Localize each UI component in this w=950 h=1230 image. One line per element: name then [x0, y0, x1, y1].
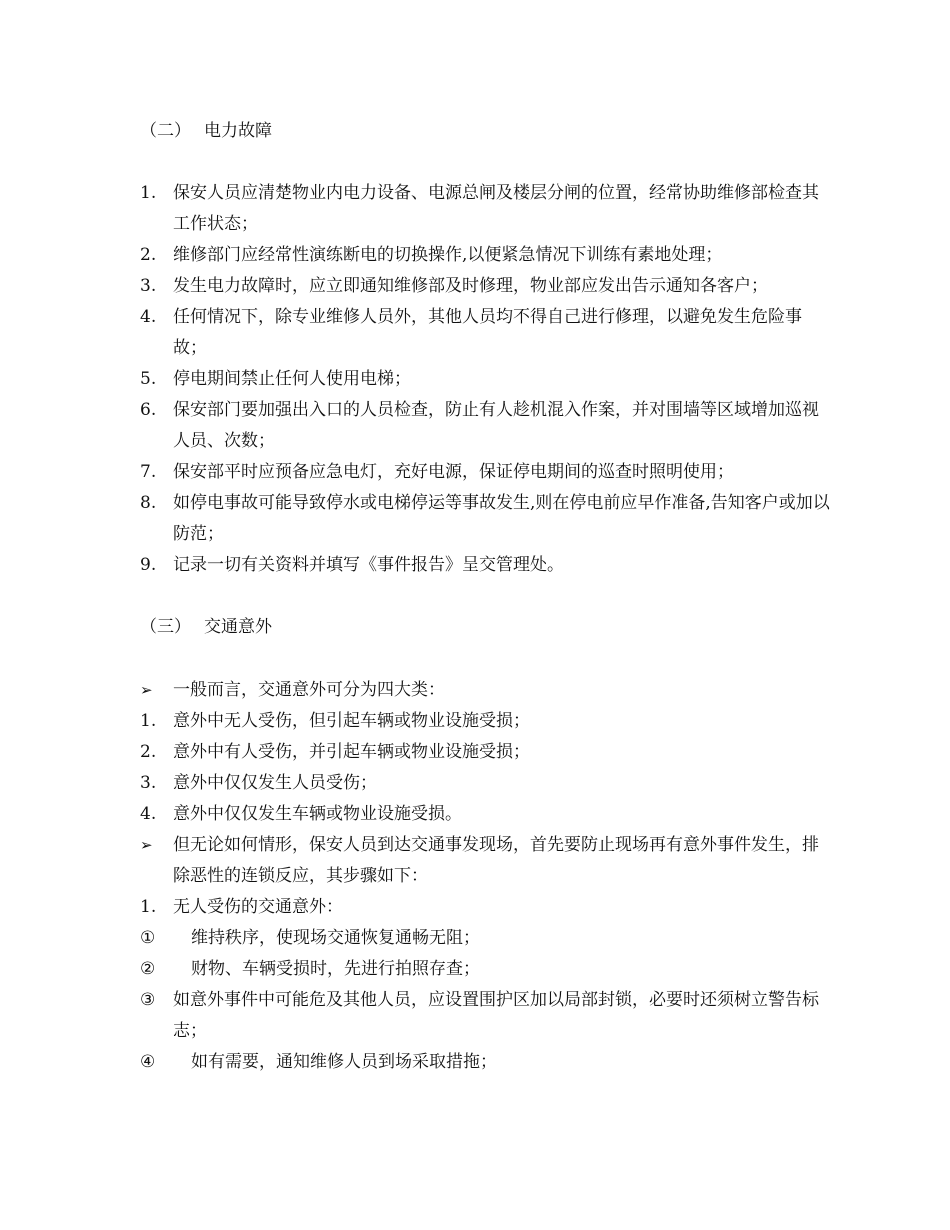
item-marker: 1. — [140, 897, 157, 917]
section-title: 交通意外 — [204, 617, 272, 637]
list-item — [140, 675, 830, 706]
arrow-bullet-icon: ➢ — [140, 836, 153, 854]
item-marker: 3. — [140, 276, 157, 296]
list-item — [140, 488, 830, 550]
item-marker: 3. — [140, 773, 157, 793]
item-marker: 2. — [140, 245, 157, 265]
item-text: 保安人员应清楚物业内电力设备、电源总闸及楼层分闸的位置，经常协助维修部检查其工作状态； — [173, 183, 819, 234]
item-text: 意外中仅仅发生车辆或物业设施受损。 — [173, 804, 462, 824]
arrow-bullet-icon: ➢ — [140, 681, 153, 699]
section-number: （三） — [140, 617, 191, 637]
list-item — [140, 768, 830, 799]
list-item — [140, 457, 830, 488]
item-text: 意外中仅仅发生人员受伤； — [173, 773, 377, 793]
list-item — [140, 550, 830, 581]
item-text: 维修部门应经常性演练断电的切换操作,以便紧急情况下训练有素地处理； — [173, 245, 723, 265]
list-item — [140, 178, 830, 240]
item-text: 任何情况下，除专业维修人员外，其他人员均不得自己进行修理，以避免发生危险事故； — [173, 307, 802, 358]
item-text: 维持秩序，使现场交通恢复通畅无阻； — [191, 928, 480, 948]
item-marker: 5. — [140, 369, 157, 389]
list-item — [140, 364, 830, 395]
power-failure-list — [140, 178, 830, 581]
item-marker: ② — [140, 959, 156, 979]
item-text: 意外中无人受伤，但引起车辆或物业设施受损； — [173, 711, 530, 731]
list-item — [140, 706, 830, 737]
item-text: 如停电事故可能导致停水或电梯停运等事故发生,则在停电前应早作准备,告知客户或加以防范； — [173, 493, 830, 544]
list-item — [140, 737, 830, 768]
section-number: （二） — [140, 121, 191, 141]
item-marker: ③ — [140, 990, 156, 1010]
item-text: 发生电力故障时，应立即通知维修部及时修理，物业部应发出告示通知各客户； — [173, 276, 768, 296]
list-item — [140, 271, 830, 302]
list-item — [140, 985, 830, 1047]
item-text: 保安部平时应预备应急电灯，充好电源，保证停电期间的巡查时照明使用； — [173, 462, 734, 482]
list-item — [140, 799, 830, 830]
item-marker: 2. — [140, 742, 157, 762]
section-title: 电力故障 — [204, 121, 272, 141]
item-text: 财物、车辆受损时，先进行拍照存查； — [191, 959, 480, 979]
item-text: 一般而言，交通意外可分为四大类： — [173, 680, 445, 700]
list-item — [140, 1047, 830, 1078]
item-marker: 8. — [140, 493, 157, 513]
item-text: 停电期间禁止任何人使用电梯； — [173, 369, 411, 389]
list-item — [140, 830, 830, 892]
item-text: 无人受伤的交通意外： — [173, 897, 343, 917]
item-marker: 6. — [140, 400, 157, 420]
list-item — [140, 395, 830, 457]
item-text: 但无论如何情形，保安人员到达交通事发现场，首先要防止现场再有意外事件发生，排除恶性的连锁反应，其步骤如下： — [173, 835, 819, 886]
list-item — [140, 240, 830, 271]
section-heading-traffic-accident — [140, 612, 272, 642]
item-text: 意外中有人受伤，并引起车辆或物业设施受损； — [173, 742, 530, 762]
item-marker: 7. — [140, 462, 157, 482]
section-heading-power-failure — [140, 116, 272, 146]
list-item — [140, 302, 830, 364]
list-item — [140, 954, 830, 985]
item-marker: ① — [140, 928, 156, 948]
item-marker: 9. — [140, 555, 157, 575]
item-marker: 1. — [140, 711, 157, 731]
item-text: 记录一切有关资料并填写《事件报告》呈交管理处。 — [173, 555, 564, 575]
item-text: 保安部门要加强出入口的人员检查，防止有人趁机混入作案，并对围墙等区域增加巡视人员、次数； — [173, 400, 819, 451]
item-marker: 1. — [140, 183, 157, 203]
item-marker: ④ — [140, 1052, 156, 1072]
item-text: 如有需要，通知维修人员到场采取措拖； — [191, 1052, 497, 1072]
item-marker: 4. — [140, 804, 157, 824]
list-item — [140, 923, 830, 954]
item-text: 如意外事件中可能危及其他人员，应设置围护区加以局部封锁，必要时还须树立警告标志； — [173, 990, 819, 1041]
traffic-accident-list — [140, 675, 830, 1078]
item-marker: 4. — [140, 307, 157, 327]
list-item — [140, 892, 830, 923]
